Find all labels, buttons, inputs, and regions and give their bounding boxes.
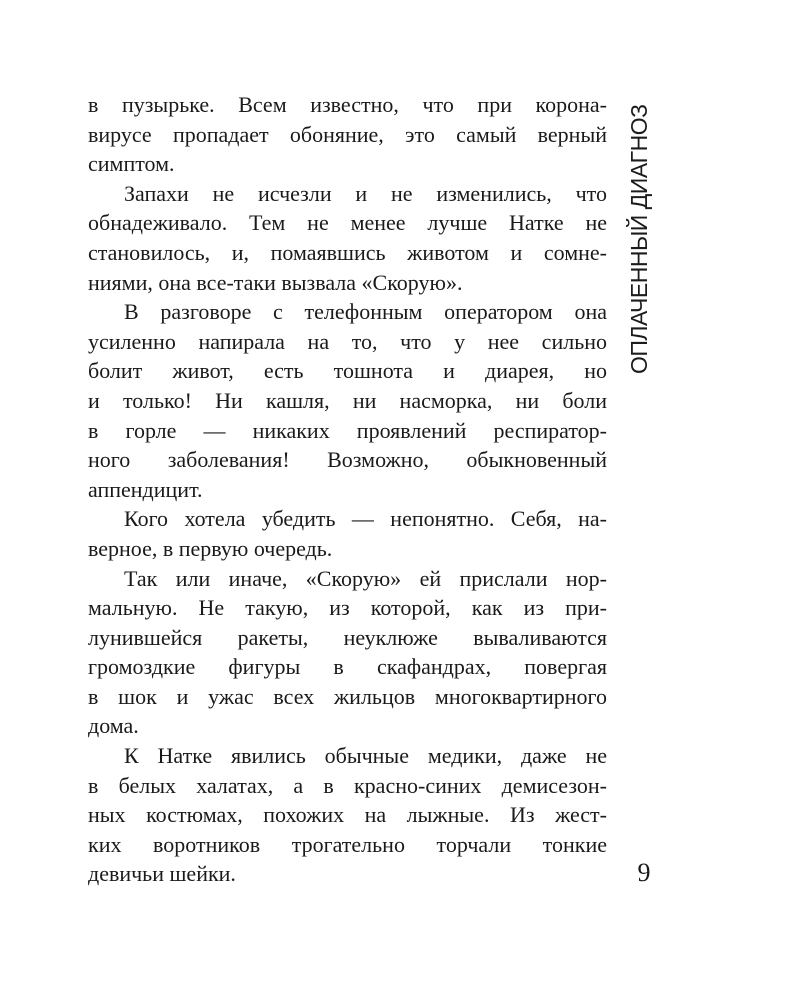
text-line: громоздкие фигуры в скафандрах, повергая xyxy=(88,654,607,680)
text-line: К Натке явились обычные медики, даже не xyxy=(124,743,607,769)
text-line: Так или иначе, «Скорую» ей прислали нор- xyxy=(124,565,607,591)
text-line: Кого хотела убедить — непонятно. Себя, на- xyxy=(124,506,607,532)
text-line: и только! Ни кашля, ни насморка, ни боли xyxy=(88,387,607,413)
text-line: в шок и ужас всех жильцов многоквартирного xyxy=(88,683,607,709)
page-number: 9 xyxy=(637,858,651,887)
text-line: девичьи шейки. xyxy=(88,861,236,887)
text-line: становилось, и, помаявшись животом и сомне- xyxy=(88,239,607,265)
text-line: обнадеживало. Тем не менее лучше Натке не xyxy=(88,210,607,236)
text-line: ного заболевания! Возможно, обыкновенный xyxy=(88,447,607,473)
text-line: ных костюмах, похожих на лыжные. Из жест- xyxy=(88,802,607,828)
vertical-running-title xyxy=(626,94,653,374)
text-line: болит живот, есть тошнота и диарея, но xyxy=(88,358,607,384)
running-title-text: ОПЛАЧЕННЫЙ ДИАГНОЗ xyxy=(626,104,652,374)
text-line: усиленно напирала на то, что у нее сильно xyxy=(88,328,607,354)
text-line: В разговоре с телефонным оператором она xyxy=(124,299,607,325)
text-line: в горле — никаких проявлений респиратор- xyxy=(88,417,607,443)
text-line: мальную. Не такую, из которой, как из при- xyxy=(88,595,607,621)
text-line: ких воротников трогательно торчали тонкие xyxy=(88,831,607,857)
text-line: аппендицит. xyxy=(88,476,203,502)
text-line: симптом. xyxy=(88,151,175,177)
text-line: вирусе пропадает обоняние, это самый верный xyxy=(88,121,607,147)
text-block xyxy=(88,90,607,889)
text-line: ниями, она все-таки вызвала «Скорую». xyxy=(88,269,463,295)
text-line: дома. xyxy=(88,713,139,739)
text-line: в пузырьке. Всем известно, что при корона- xyxy=(88,92,607,117)
text-line: Запахи не исчезли и не изменились, что xyxy=(124,180,607,206)
text-line: лунившейся ракеты, неуклюже вываливаются xyxy=(88,624,607,650)
text-line: верное, в первую очередь. xyxy=(88,535,333,561)
text-line: в белых халатах, а в красно-синих демисезон- xyxy=(88,772,607,798)
